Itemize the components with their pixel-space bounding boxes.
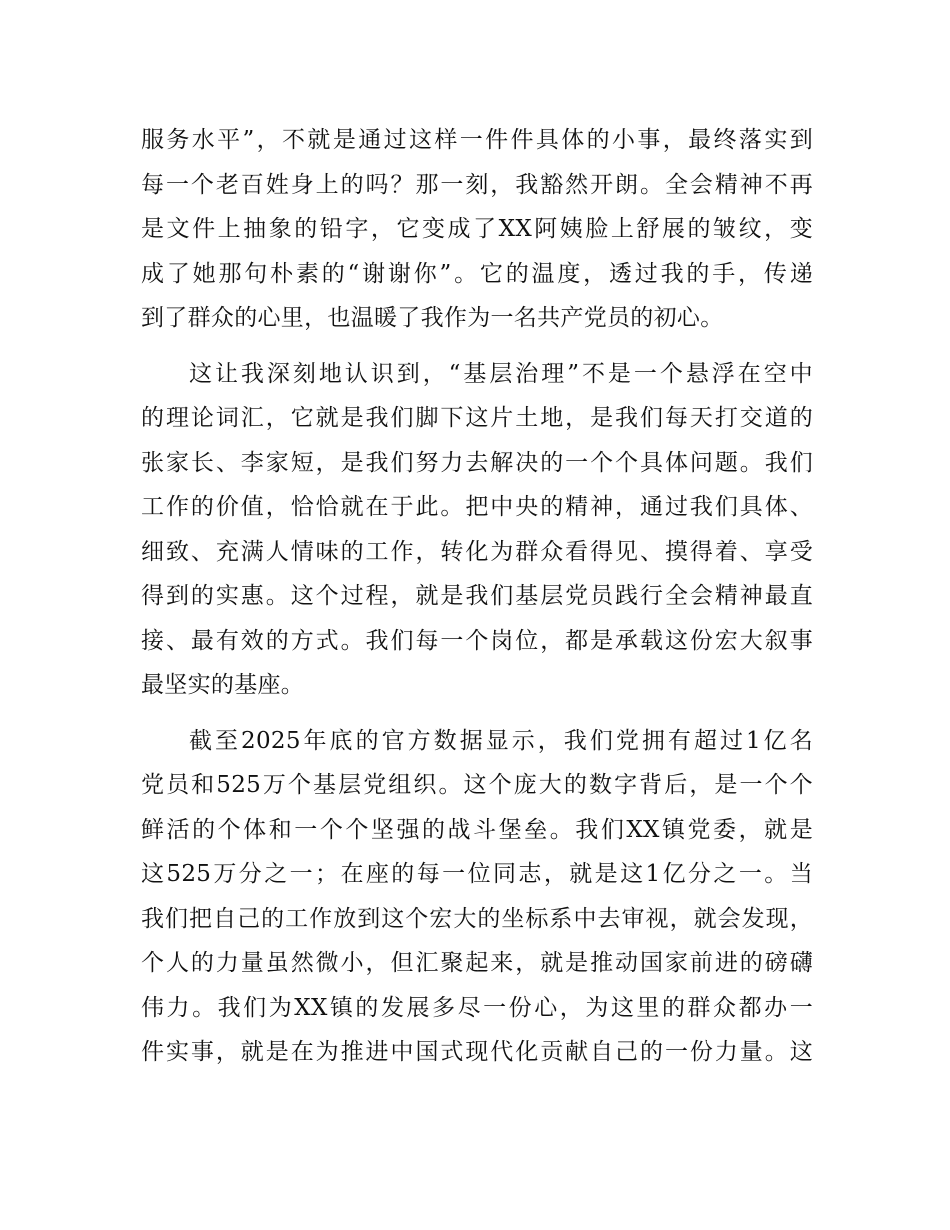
text-line: 张家长、李家短，是我们努力去解决的一个个具体问题。我们 (141, 449, 813, 476)
paragraph-3 (141, 719, 813, 1075)
document-body (141, 118, 813, 1075)
paragraph-gap (141, 341, 813, 352)
text-line: 每一个老百姓身上的吗？那一刻，我豁然开朗。全会精神不再 (141, 171, 813, 198)
text-line: 最坚实的基座。 (141, 672, 305, 698)
text-line: 成了她那句朴素的“谢谢你”。它的温度，透过我的手，传递 (141, 260, 813, 287)
text-line: 党员和525万个基层党组织。这个庞大的数字背后，是一个个 (141, 772, 813, 798)
text-line: 件实事，就是在为推进中国式现代化贡献自己的一份力量。这 (141, 1039, 813, 1065)
text-line: 是文件上抽象的铅字，它变成了XX阿姨脸上舒展的皱纹，变 (141, 216, 813, 242)
paragraph-2 (141, 352, 813, 708)
text-line: 伟力。我们为XX镇的发展多尽一份心，为这里的群众都办一 (141, 994, 813, 1021)
text-line: 鲜活的个体和一个个坚强的战斗堡垒。我们XX镇党委，就是 (141, 816, 813, 843)
text-line: 服务水平”，不就是通过这样一件件具体的小事，最终落实到 (141, 127, 813, 153)
text-line: 接、最有效的方式。我们每一个岗位，都是承载这份宏大叙事 (141, 627, 813, 654)
text-line: 个人的力量虽然微小，但汇聚起来，就是推动国家前进的磅礴 (141, 950, 813, 976)
text-line: 这525万分之一；在座的每一位同志，就是这1亿分之一。当 (141, 861, 813, 887)
paragraph-1 (141, 118, 813, 341)
text-line: 细致、充满人情味的工作，转化为群众看得见、摸得着、享受 (141, 538, 813, 565)
text-line: 得到的实惠。这个过程，就是我们基层党员践行全会精神最直 (141, 583, 813, 609)
paragraph-gap (141, 708, 813, 719)
text-line: 的理论词汇，它就是我们脚下这片土地，是我们每天打交道的 (141, 405, 813, 431)
text-line: 我们把自己的工作放到这个宏大的坐标系中去审视，就会发现， (141, 905, 813, 932)
text-line: 工作的价值，恰恰就在于此。把中央的精神，通过我们具体、 (141, 494, 813, 520)
text-line: 这让我深刻地认识到，“基层治理”不是一个悬浮在空中 (189, 360, 813, 387)
text-line: 截至2025年底的官方数据显示，我们党拥有超过1亿名 (189, 727, 813, 754)
text-line: 到了群众的心里，也温暖了我作为一名共产党员的初心。 (141, 305, 724, 331)
